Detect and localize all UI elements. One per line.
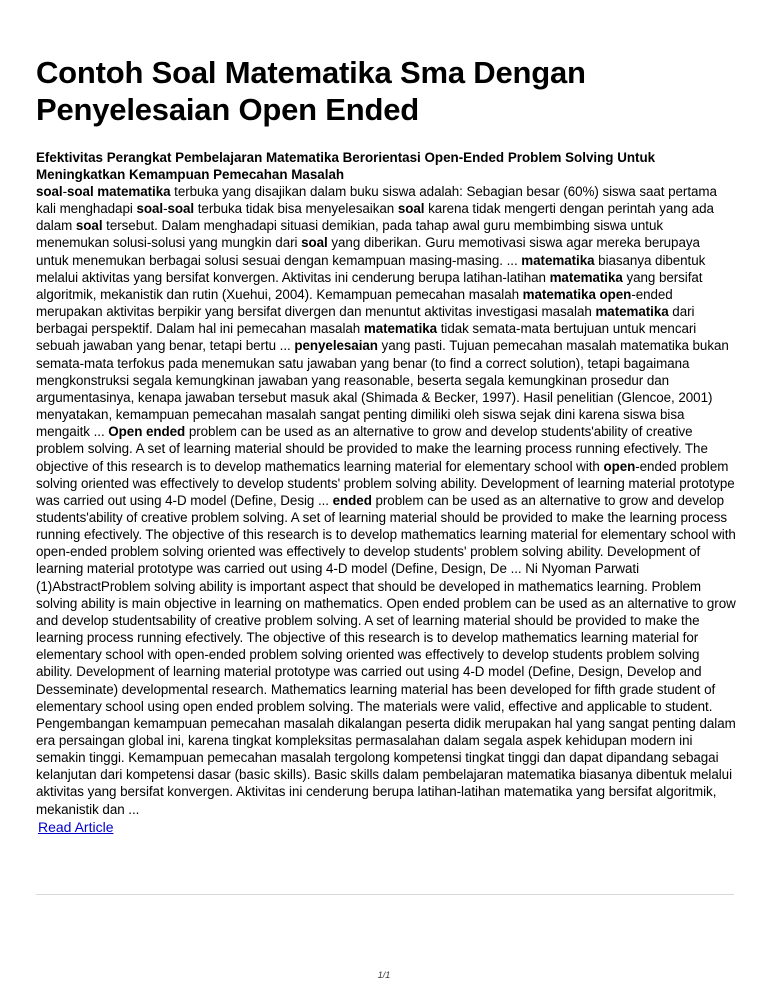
text-run: karena tidak mengerti dengan perintah yang ada dalam xyxy=(36,201,714,234)
page-number: 1/1 xyxy=(377,970,391,980)
text-run: terbuka yang disajikan dalam buku siswa adalah: Sebagian besar (60%) siswa saat pertama kali menghadapi xyxy=(36,184,717,217)
text-run: biasanya dibentuk melalui aktivitas yang bersifat konvergen. Aktivitas ini cenderung berupa latihan-latihan xyxy=(36,252,706,285)
article-subtitle: Efektivitas Perangkat Pembelajaran Matematika Berorientasi Open-Ended Problem Solving Untuk Meningkatkan Kemampuan Pemecahan Masalah xyxy=(36,150,656,182)
text-run: yang pasti. Tujuan pemecahan masalah matematika bukan semata-mata terfokus pada menemukan satu jawaban yang benar (to find a correct solution), tetapi bagaimana mengkonstruksi segala kemungkinan jawaban yang reasonable, beserta segala kemungkinan prosedur dan argumentasinya, kenapa jawaban tersebut masuk akal (Shimada & Becker, 1997). Hasil penelitian (Glencoe, 2001) menyatakan, kemampuan pemecahan masalah sangat penting dimiliki oleh siswa sejak dini karena siswa bisa mengaitk ... xyxy=(36,338,729,440)
text-run: tersebut. Dalam menghadapi situasi demikian, pada tahap awal guru membimbing siswa untuk menemukan solusi-solusi yang mungkin dari xyxy=(36,218,664,251)
article-body xyxy=(36,183,736,818)
text-run: yang diberikan. Guru memotivasi siswa agar mereka berupaya untuk menemukan berbagai solusi sesuai dengan kemampuan masing-masing. ... xyxy=(36,235,700,268)
keyword: penyelesaian xyxy=(294,338,378,354)
keyword: ended xyxy=(332,492,372,508)
keyword: soal xyxy=(136,201,164,217)
text-run: tidak semata-mata bertujuan untuk mencari sebuah jawaban yang benar, tetapi bertu ... xyxy=(36,321,697,354)
keyword: Open ended xyxy=(108,424,186,440)
keyword: soal xyxy=(36,184,63,199)
text-run: - xyxy=(163,201,168,217)
page-title: Contoh Soal Matematika Sma Dengan Penyelesaian Open Ended xyxy=(36,55,586,127)
keyword: matematika xyxy=(549,269,623,285)
keyword: matematika xyxy=(595,304,669,320)
text-run: Ni Nyoman Parwati (1)AbstractProblem solving ability is important aspect that should be developed in mathematics learning. Problem solving ability is main objective in learning on mathematics. Open ended problem can be used as an alternative to grow and develop studentsability of creative problem solving. A set of learning material should be provided to make the learning process running efectively. The objective of this research is to develop mathematics learning material for elementary school with open-ended problem solving oriented was effectively to develop students problem solving ability. Development of learning material prototype was carried out using 4-D model (Define, Design, Develop and Desseminate) developmental research. Mathematics learning material has been developed for fifth grade student of elementary school using open ended problem solving. The materials were valid, effective and applicable to student. Pengembangan kemampuan pemecahan masalah dikalangan peserta didik merupakan hal yang sangat penting dalam era persaingan global ini, karena tingkat kompleksitas permasalahan dalam segala aspek kehidupan modern ini semakin tinggi. Kemampuan pemecahan masalah tergolong kompetensi tingkat tinggi dan dapat dipandang sebagai kelanjutan dari kompetensi dasar (basic skills). Basic skills dalam pembelajaran matematika biasanya dibentuk melalui aktivitas yang bersifat konvergen. Aktivitas ini cenderung berupa latihan-latihan matematika yang bersifat algoritmik, mekanistik dan ... xyxy=(36,561,736,817)
text-run: yang bersifat algoritmik, mekanistik dan rutin (Xuehui, 2004). Kemampuan pemecahan masalah xyxy=(36,269,703,302)
keyword: soal xyxy=(75,218,103,234)
text-run: - xyxy=(62,184,68,199)
keyword: open xyxy=(603,458,636,474)
keyword: soal matematika xyxy=(67,184,171,199)
text-run: problem can be used as an alternative to grow and develop students'ability of creative problem solving. A set of learning material should be provided to make the learning process running efectively. The objective of this research is to develop mathematics learning material for elementary school with xyxy=(36,424,708,474)
keyword: soal xyxy=(301,235,328,251)
text-run: dari berbagai perspektif. Dalam hal ini pemecahan masalah xyxy=(36,304,695,337)
keyword: matematika xyxy=(521,252,595,268)
text-run: terbuka tidak bisa menyelesaikan xyxy=(194,201,398,217)
text-run: -ended merupakan aktivitas berpikir yang bersifat divergen dan menuntut aktivitas investigasi masalah xyxy=(36,286,673,320)
keyword: soal xyxy=(167,201,195,217)
keyword: soal xyxy=(397,201,425,217)
keyword: matematika xyxy=(363,321,438,337)
footer-divider xyxy=(36,894,734,895)
article xyxy=(36,0,736,837)
text-run: -ended problem solving oriented was effectively to develop students' problem solving ability. Development of learning material prototype was carried out using 4-D model (Define, Desig ... xyxy=(36,458,735,508)
text-run: problem can be used as an alternative to grow and develop students'ability of creative problem solving. A set of learning material should be provided to make the learning process running efectively. The objective of this research is to develop mathematics learning material for elementary school with open-ended problem solving oriented was effectively to develop students' problem solving ability. Development of learning material prototype was carried out using 4-D model (Define, Design, De ... xyxy=(36,492,736,577)
keyword: matematika open xyxy=(522,286,632,302)
read-article-link[interactable]: Read Article xyxy=(38,818,114,835)
